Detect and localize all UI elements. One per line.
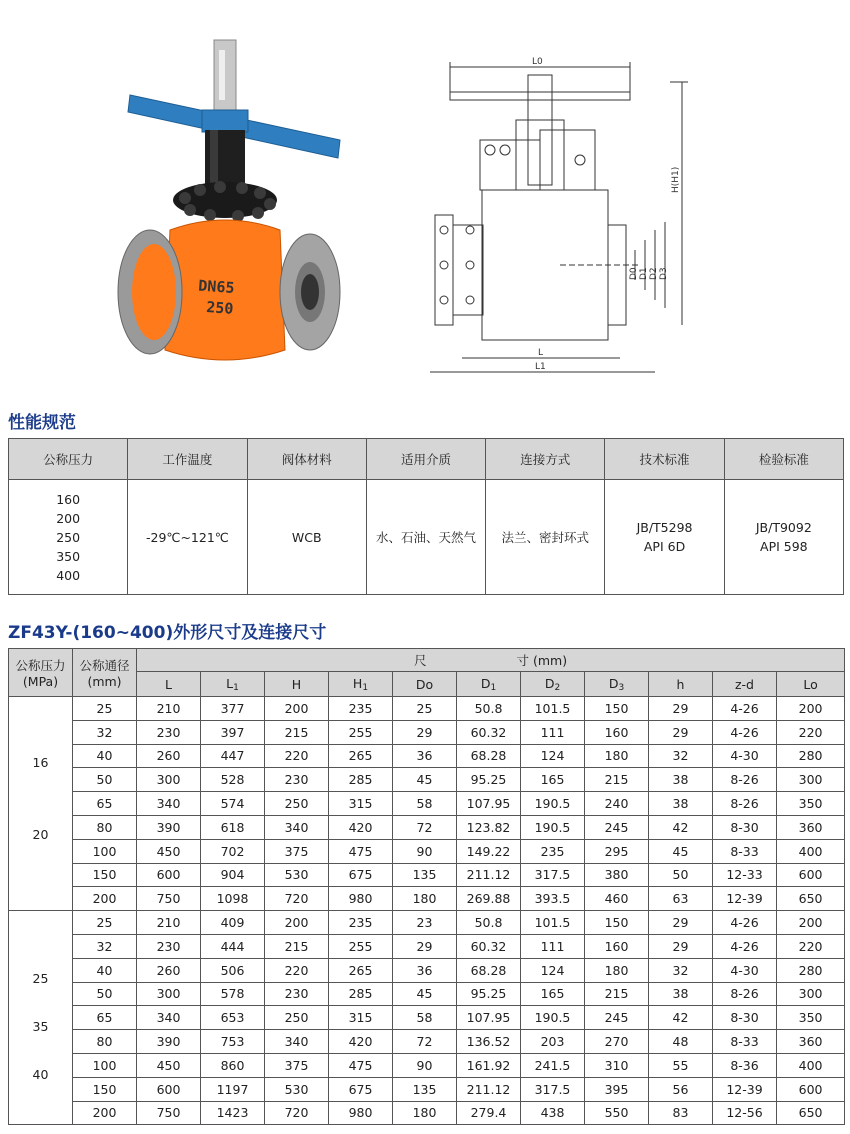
table-cell: 280	[777, 744, 845, 768]
table-cell: 63	[649, 887, 713, 911]
table-cell: 409	[201, 911, 265, 935]
table-cell: 8-26	[713, 982, 777, 1006]
table-cell: 45	[393, 982, 457, 1006]
table-cell: 220	[265, 744, 329, 768]
header-connection: 连接方式	[486, 439, 605, 480]
table-cell: 80	[73, 1030, 137, 1054]
table-cell: 32	[73, 720, 137, 744]
table-cell: 111	[521, 720, 585, 744]
table-cell: 393.5	[521, 887, 585, 911]
table-row	[9, 815, 845, 839]
table-row	[9, 839, 845, 863]
table-cell: 675	[329, 863, 393, 887]
table-cell: 38	[649, 982, 713, 1006]
section-title-performance: 性能规范	[8, 413, 76, 433]
table-cell: 42	[649, 815, 713, 839]
table-cell: 29	[649, 934, 713, 958]
table-cell: 45	[649, 839, 713, 863]
table-cell: 250	[265, 1006, 329, 1030]
table-cell: 210	[137, 697, 201, 721]
table-cell: 980	[329, 1101, 393, 1125]
header-temperature: 工作温度	[128, 439, 247, 480]
table-cell: 107.95	[457, 1006, 521, 1030]
header-col-D3: $D_3$	[585, 672, 649, 697]
table-cell: 317.5	[521, 863, 585, 887]
table-cell: 4-26	[713, 697, 777, 721]
table-cell: 230	[137, 934, 201, 958]
table-cell: 48	[649, 1030, 713, 1054]
table-cell: 215	[265, 720, 329, 744]
table-cell: 12-56	[713, 1101, 777, 1125]
connection-value: 法兰、密封环式	[486, 480, 605, 595]
header-tech-standard: 技术标准	[605, 439, 724, 480]
table-cell: 38	[649, 792, 713, 816]
header-col-L: L	[137, 672, 201, 697]
table-cell: 100	[73, 1053, 137, 1077]
table-cell: 260	[137, 958, 201, 982]
table-cell: 150	[585, 911, 649, 935]
table-cell: 285	[329, 982, 393, 1006]
header-pressure: 公称压力	[9, 439, 128, 480]
table-cell: 101.5	[521, 911, 585, 935]
table-cell: 241.5	[521, 1053, 585, 1077]
table-cell: 8-30	[713, 1006, 777, 1030]
table-cell: 420	[329, 1030, 393, 1054]
table-cell: 58	[393, 792, 457, 816]
header-col-Do: Do	[393, 672, 457, 697]
table-cell: 235	[329, 697, 393, 721]
table-cell: 506	[201, 958, 265, 982]
table-cell: 574	[201, 792, 265, 816]
table-cell: 124	[521, 744, 585, 768]
table-cell: 317.5	[521, 1077, 585, 1101]
table-cell: 4-30	[713, 744, 777, 768]
table-cell: 29	[393, 720, 457, 744]
table-cell: 180	[393, 1101, 457, 1125]
label-D0: D0	[629, 267, 639, 280]
label-D1: D1	[639, 267, 649, 280]
table-cell: 90	[393, 1053, 457, 1077]
table-cell: 56	[649, 1077, 713, 1101]
table-cell: 8-26	[713, 768, 777, 792]
table-cell: 530	[265, 863, 329, 887]
table-cell: 32	[73, 934, 137, 958]
table-cell: 42	[649, 1006, 713, 1030]
table-cell: 397	[201, 720, 265, 744]
table-cell: 4-26	[713, 934, 777, 958]
label-L0: L0	[532, 57, 543, 67]
table-row	[9, 792, 845, 816]
table-cell: 444	[201, 934, 265, 958]
table-cell: 50	[73, 768, 137, 792]
table-cell: 650	[777, 887, 845, 911]
table-cell: 220	[777, 720, 845, 744]
table-cell: 360	[777, 1030, 845, 1054]
table-cell: 136.52	[457, 1030, 521, 1054]
table-cell: 80	[73, 815, 137, 839]
table-cell: 107.95	[457, 792, 521, 816]
header-inspect-standard: 检验标准	[724, 439, 843, 480]
table-cell: 68.28	[457, 958, 521, 982]
label-D2: D2	[649, 267, 659, 280]
header-col-z-d: z-d	[713, 672, 777, 697]
table-cell: 340	[265, 815, 329, 839]
table-cell: 100	[73, 839, 137, 863]
table-cell: 190.5	[521, 792, 585, 816]
table-cell: 25	[393, 697, 457, 721]
table-cell: 165	[521, 982, 585, 1006]
table-cell: 58	[393, 1006, 457, 1030]
table-row	[9, 911, 845, 935]
table-row	[9, 744, 845, 768]
table-cell: 300	[137, 982, 201, 1006]
table-cell: 200	[265, 697, 329, 721]
table-cell: 270	[585, 1030, 649, 1054]
table-cell: 190.5	[521, 1006, 585, 1030]
table-cell: 180	[393, 887, 457, 911]
table-cell: 530	[265, 1077, 329, 1101]
table-cell: 200	[73, 1101, 137, 1125]
table-row	[9, 958, 845, 982]
table-cell: 50	[73, 982, 137, 1006]
header-col-D2: $D_2$	[521, 672, 585, 697]
table-cell: 618	[201, 815, 265, 839]
header-col-h: h	[649, 672, 713, 697]
table-cell: 285	[329, 768, 393, 792]
body-marking-dn: DN65	[197, 276, 236, 297]
table-cell: 447	[201, 744, 265, 768]
label-H: H(H1)	[671, 166, 681, 193]
table-cell: 377	[201, 697, 265, 721]
table-row	[9, 1006, 845, 1030]
table-cell: 36	[393, 958, 457, 982]
table-cell: 230	[265, 982, 329, 1006]
table-cell: 150	[73, 863, 137, 887]
table-cell: 203	[521, 1030, 585, 1054]
table-cell: 135	[393, 863, 457, 887]
table-cell: 702	[201, 839, 265, 863]
table-cell: 32	[649, 744, 713, 768]
table-cell: 220	[265, 958, 329, 982]
table-cell: 72	[393, 1030, 457, 1054]
table-cell: 215	[265, 934, 329, 958]
table-cell: 315	[329, 1006, 393, 1030]
table-cell: 4-30	[713, 958, 777, 982]
table-cell: 400	[777, 1053, 845, 1077]
table-cell: 101.5	[521, 697, 585, 721]
header-material: 阀体材料	[247, 439, 366, 480]
table-cell: 165	[521, 768, 585, 792]
table-cell: 265	[329, 744, 393, 768]
table-cell: 180	[585, 744, 649, 768]
table-cell: 95.25	[457, 768, 521, 792]
table-cell: 279.4	[457, 1101, 521, 1125]
table-cell: 149.22	[457, 839, 521, 863]
table-cell: 220	[777, 934, 845, 958]
table-cell: 300	[777, 768, 845, 792]
table-row	[9, 1030, 845, 1054]
table-cell: 390	[137, 815, 201, 839]
table-cell: 4-26	[713, 720, 777, 744]
table-cell: 860	[201, 1053, 265, 1077]
table-cell: 40	[73, 744, 137, 768]
table-cell: 438	[521, 1101, 585, 1125]
table-cell: 528	[201, 768, 265, 792]
table-cell: 60.32	[457, 720, 521, 744]
table-cell: 25	[73, 697, 137, 721]
table-cell: 380	[585, 863, 649, 887]
table-cell: 135	[393, 1077, 457, 1101]
table-cell: 150	[73, 1077, 137, 1101]
header-col-D1: $D_1$	[457, 672, 521, 697]
table-cell: 36	[393, 744, 457, 768]
table-cell: 750	[137, 887, 201, 911]
section-title-dimensions: ZF43Y-(160~400)外形尺寸及连接尺寸	[8, 623, 327, 643]
header-size-mm: 尺 寸 (mm)	[137, 649, 845, 672]
table-cell: 29	[649, 697, 713, 721]
table-cell: 23	[393, 911, 457, 935]
table-cell: 350	[777, 792, 845, 816]
table-cell: 32	[649, 958, 713, 982]
table-cell: 295	[585, 839, 649, 863]
table-cell: 190.5	[521, 815, 585, 839]
label-L1: L1	[535, 362, 546, 372]
medium-value: 水、石油、天然气	[366, 480, 485, 595]
table-row	[9, 697, 845, 721]
table-cell: 475	[329, 839, 393, 863]
dimensions-table	[8, 648, 845, 1125]
table-cell: 150	[585, 697, 649, 721]
table-cell: 280	[777, 958, 845, 982]
table-cell: 310	[585, 1053, 649, 1077]
table-cell: 8-33	[713, 839, 777, 863]
table-cell: 230	[137, 720, 201, 744]
table-cell: 160	[585, 720, 649, 744]
table-cell: 29	[649, 911, 713, 935]
pressure-group-cell: 25 35 40	[9, 911, 73, 1125]
header-col-Lo: Lo	[777, 672, 845, 697]
table-cell: 245	[585, 1006, 649, 1030]
table-cell: 753	[201, 1030, 265, 1054]
table-cell: 200	[777, 911, 845, 935]
table-cell: 111	[521, 934, 585, 958]
header-nominal-diameter: 公称通径 (mm)	[73, 649, 137, 697]
table-row	[9, 887, 845, 911]
valve-photo	[110, 30, 350, 375]
table-cell: 12-39	[713, 1077, 777, 1101]
table-cell: 750	[137, 1101, 201, 1125]
tech-standard-value: JB/T5298 API 6D	[605, 480, 724, 595]
table-cell: 720	[265, 887, 329, 911]
table-cell: 600	[137, 1077, 201, 1101]
table-cell: 720	[265, 1101, 329, 1125]
table-cell: 350	[777, 1006, 845, 1030]
table-cell: 375	[265, 839, 329, 863]
table-cell: 200	[73, 887, 137, 911]
table-cell: 450	[137, 839, 201, 863]
table-cell: 420	[329, 815, 393, 839]
table-cell: 255	[329, 934, 393, 958]
pressure-values: 160 200 250 350 400	[9, 480, 128, 595]
table-cell: 90	[393, 839, 457, 863]
inspect-standard-value: JB/T9092 API 598	[724, 480, 843, 595]
table-cell: 1197	[201, 1077, 265, 1101]
table-cell: 83	[649, 1101, 713, 1125]
table-cell: 45	[393, 768, 457, 792]
table-cell: 395	[585, 1077, 649, 1101]
table-cell: 50.8	[457, 697, 521, 721]
table-cell: 1098	[201, 887, 265, 911]
table-cell: 210	[137, 911, 201, 935]
table-cell: 230	[265, 768, 329, 792]
valve-dimension-drawing	[420, 50, 700, 380]
table-row	[9, 768, 845, 792]
table-cell: 904	[201, 863, 265, 887]
table-cell: 340	[137, 1006, 201, 1030]
table-cell: 650	[777, 1101, 845, 1125]
table-cell: 245	[585, 815, 649, 839]
header-medium: 适用介质	[366, 439, 485, 480]
table-cell: 600	[777, 1077, 845, 1101]
table-cell: 8-26	[713, 792, 777, 816]
table-cell: 235	[329, 911, 393, 935]
table-cell: 315	[329, 792, 393, 816]
table-cell: 980	[329, 887, 393, 911]
table-cell: 65	[73, 792, 137, 816]
header-col-H1: $H_1$	[329, 672, 393, 697]
table-cell: 300	[137, 768, 201, 792]
header-col-H: H	[265, 672, 329, 697]
table-cell: 460	[585, 887, 649, 911]
table-cell: 29	[393, 934, 457, 958]
table-cell: 160	[585, 934, 649, 958]
table-cell: 375	[265, 1053, 329, 1077]
table-row	[9, 1101, 845, 1125]
table-cell: 653	[201, 1006, 265, 1030]
table-row	[9, 863, 845, 887]
table-cell: 340	[137, 792, 201, 816]
table-row	[9, 934, 845, 958]
table-cell: 161.92	[457, 1053, 521, 1077]
table-cell: 180	[585, 958, 649, 982]
header-col-L1: $L_1$	[201, 672, 265, 697]
label-D3: D3	[659, 267, 669, 280]
table-cell: 255	[329, 720, 393, 744]
table-cell: 29	[649, 720, 713, 744]
table-row	[9, 1077, 845, 1101]
table-cell: 578	[201, 982, 265, 1006]
table-cell: 211.12	[457, 1077, 521, 1101]
table-cell: 215	[585, 768, 649, 792]
table-cell: 675	[329, 1077, 393, 1101]
table-cell: 340	[265, 1030, 329, 1054]
table-cell: 4-26	[713, 911, 777, 935]
table-cell: 450	[137, 1053, 201, 1077]
table-cell: 400	[777, 839, 845, 863]
table-cell: 38	[649, 768, 713, 792]
table-cell: 300	[777, 982, 845, 1006]
table-cell: 124	[521, 958, 585, 982]
table-cell: 211.12	[457, 863, 521, 887]
table-cell: 250	[265, 792, 329, 816]
table-cell: 260	[137, 744, 201, 768]
table-cell: 600	[137, 863, 201, 887]
table-cell: 40	[73, 958, 137, 982]
table-cell: 55	[649, 1053, 713, 1077]
material-value: WCB	[247, 480, 366, 595]
table-cell: 60.32	[457, 934, 521, 958]
table-cell: 25	[73, 911, 137, 935]
table-row	[9, 720, 845, 744]
table-cell: 200	[265, 911, 329, 935]
table-cell: 123.82	[457, 815, 521, 839]
body-marking-pn: 250	[205, 298, 235, 318]
table-cell: 12-39	[713, 887, 777, 911]
table-row	[9, 1053, 845, 1077]
table-cell: 200	[777, 697, 845, 721]
table-cell: 215	[585, 982, 649, 1006]
table-cell: 68.28	[457, 744, 521, 768]
table-cell: 265	[329, 958, 393, 982]
table-cell: 12-33	[713, 863, 777, 887]
pressure-group-cell: 16 20	[9, 697, 73, 911]
table-cell: 50	[649, 863, 713, 887]
table-cell: 240	[585, 792, 649, 816]
table-row	[9, 982, 845, 1006]
table-cell: 65	[73, 1006, 137, 1030]
table-cell: 475	[329, 1053, 393, 1077]
table-cell: 1423	[201, 1101, 265, 1125]
table-cell: 600	[777, 863, 845, 887]
performance-table	[8, 438, 844, 595]
table-cell: 72	[393, 815, 457, 839]
label-L: L	[538, 348, 544, 358]
table-cell: 8-33	[713, 1030, 777, 1054]
table-cell: 8-30	[713, 815, 777, 839]
table-cell: 50.8	[457, 911, 521, 935]
table-cell: 269.88	[457, 887, 521, 911]
table-cell: 360	[777, 815, 845, 839]
table-cell: 235	[521, 839, 585, 863]
header-nominal-pressure: 公称压力 (MPa)	[9, 649, 73, 697]
table-cell: 550	[585, 1101, 649, 1125]
table-cell: 95.25	[457, 982, 521, 1006]
table-cell: 8-36	[713, 1053, 777, 1077]
table-cell: 390	[137, 1030, 201, 1054]
temperature-value: -29℃~121℃	[128, 480, 247, 595]
